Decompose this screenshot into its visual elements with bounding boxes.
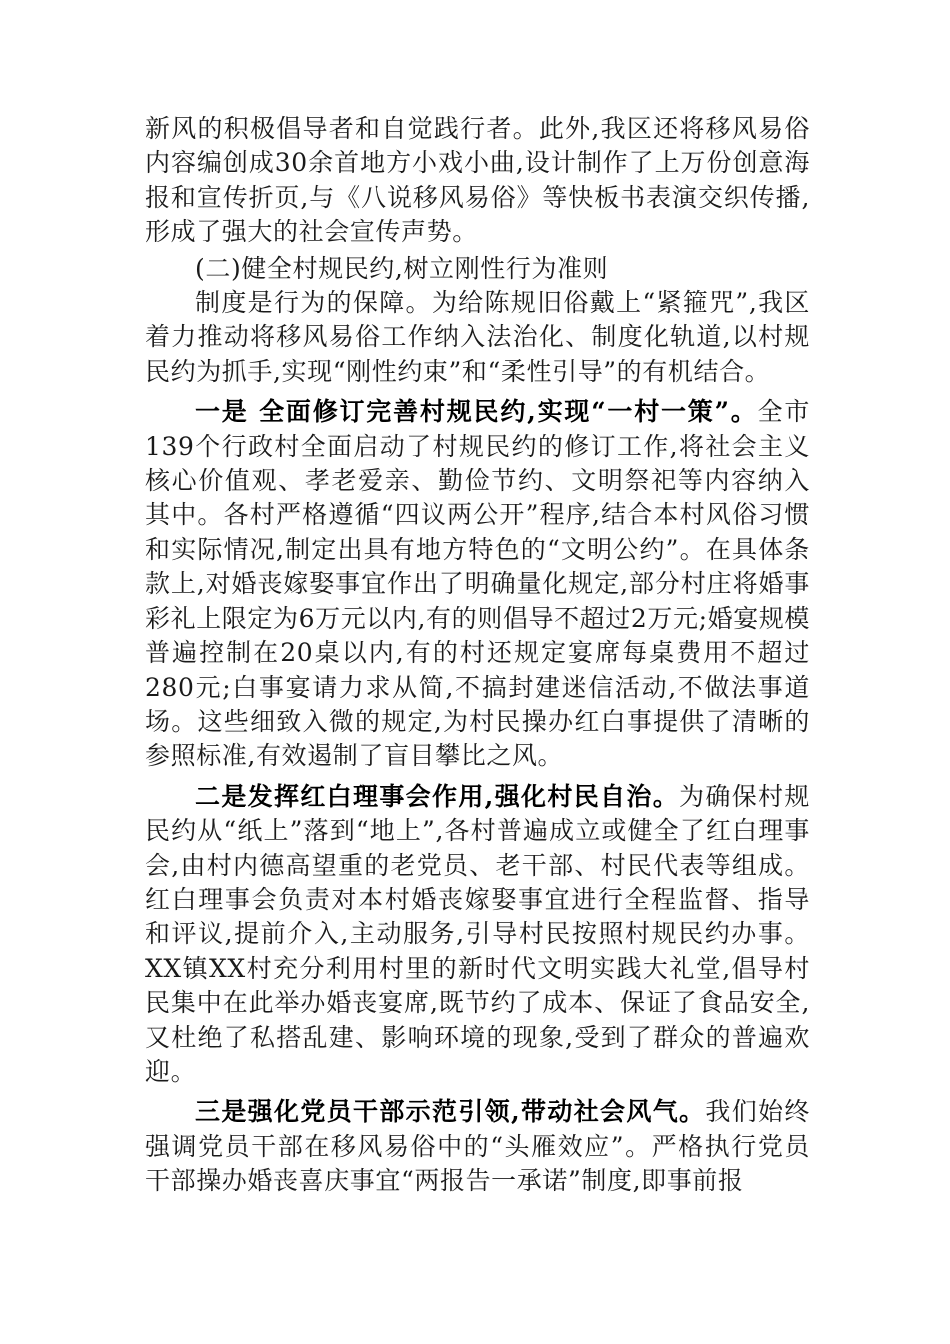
paragraph-body-one: 全市139个行政村全面启动了村规民约的修订工作,将社会主义核心价值观、孝老爱亲、勤俭节约、文明祭祀等内容纳入其中。各村严格遵循“四议两公开”程序,结合本村风俗习惯和实际情况,制定出具有地方特色的“文明公约”。在具体条款上,对婚丧嫁娶事宜作出了明确量化规定,部分村庄将婚事彩礼上限定为6万元以内,有的则倡导不超过2万元;婚宴规模普遍控制在20桌以内,有的村还规定宴席每桌费用不超过280元;白事宴请力求从简,不搞封建迷信活动,不做法事道场。这些细致入微的规定,为村民操办红白事提供了清晰的参照标准,有效遏制了盲目攀比之风。 (145, 397, 811, 771)
paragraph-village-rules (145, 395, 810, 773)
document-body (145, 112, 810, 1199)
paragraph-lead-two: 二是发挥红白理事会作用,强化村民自治。 (195, 781, 680, 811)
paragraph-institution-intro: 制度是行为的保障。为给陈规旧俗戴上“紧箍咒”,我区着力推动将移风易俗工作纳入法治化、制度化轨道,以村规民约为抓手,实现“刚性约束”和“柔性引导”的有机结合。 (145, 288, 810, 386)
paragraph-lead-one: 一是 全面修订完善村规民约,实现“一村一策”。 (195, 397, 758, 427)
paragraph-body-two: 为确保村规民约从“纸上”落到“地上”,各村普遍成立或健全了红白理事会,由村内德高望重的老党员、老干部、村民代表等组成。红白理事会负责对本村婚丧嫁娶事宜进行全程监督、指导和评议,提前介入,主动服务,引导村民按照村规民约办事。XX镇XX村充分利用村里的新时代文明实践大礼堂,倡导村民集中在此举办婚丧宴席,既节约了成本、保证了食品安全,又杜绝了私搭乱建、影响环境的现象,受到了群众的普遍欢迎。 (145, 781, 810, 1086)
paragraph-body-three: 我们始终强调党员干部在移风易俗中的“头雁效应”。严格执行党员干部操办婚丧喜庆事宜“两报告一承诺”制度,即事前报 (145, 1097, 810, 1196)
section-heading: (二)健全村规民约,树立刚性行为准则 (195, 253, 609, 283)
paragraph-continuation: 新风的积极倡导者和自觉践行者。此外,我区还将移风易俗内容编创成30余首地方小戏小曲,设计制作了上万份创意海报和宣传折页,与《八说移风易俗》等快板书表演交织传播,形成了强大的社会宣传声势。 (145, 114, 810, 247)
paragraph-lead-three: 三是强化党员干部示范引领,带动社会风气。 (195, 1097, 706, 1127)
paragraph-party-members (145, 1095, 810, 1198)
paragraph-council (145, 780, 810, 1090)
